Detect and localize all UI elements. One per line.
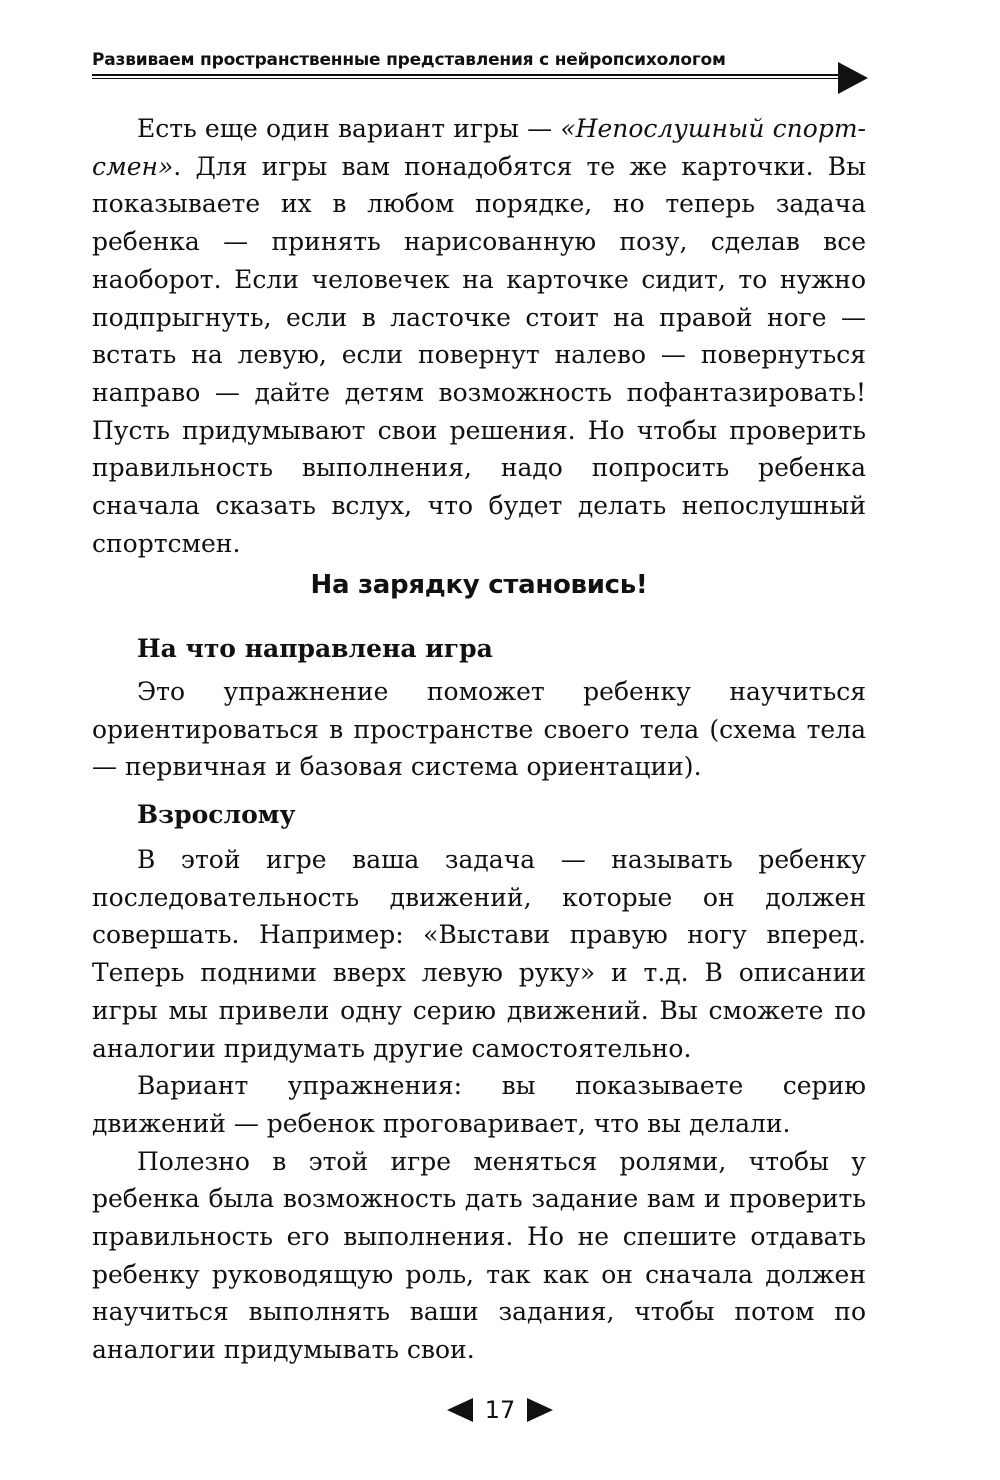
intro-block (92, 110, 866, 562)
adult-paragraph-2: Вариант упражнения: вы показываете серию движений — ребенок проговаривает, что вы делали. (92, 1071, 866, 1138)
aim-paragraph: Это упражнение поможет ребенку научиться ориентироваться в пространстве своего тела (схема тела — первичная и базовая система ориентации). (92, 677, 866, 782)
intro-paragraph (92, 110, 866, 562)
section-title: На зарядку становись! (310, 570, 648, 600)
running-header: Развиваем пространственные представления с нейропсихологом (92, 50, 726, 70)
intro-rest: . Для игры вам понадобятся те же карточки. Вы показываете их в любом порядке, но теперь задача ребенка — принять нарисованную позу, сделав все наоборот. Если человечек на карточке сидит, то нужно подпрыгнуть, если в ласточке стоит на правой ноге — встать на левую, если повернут налево — повернуться направо — дайте детям возможность пофантазировать! Пусть придумывают свои решения. Но чтобы проверить правильность выполнения, надо попросить ребенка сначала сказать вслух, что будет делать непослушный спортсмен. (92, 151, 866, 558)
intro-lead: Есть еще один вариант игры — (137, 114, 561, 143)
adult-heading: Взрослому (137, 800, 296, 829)
aim-heading: На что направлена игра (137, 634, 493, 663)
adult-block (92, 841, 866, 1369)
page-number: 17 (484, 1396, 516, 1424)
header-rule (92, 74, 842, 79)
adult-paragraph-1: В этой игре ваша задача — называть ребенку последовательность движений, которые он должен совершать. Например: «Выстави правую ногу вперед. Теперь подними вверх левую руку» и т.д. В описании игры мы привели одну серию движений. Вы сможете по аналогии придумать другие самостоятельно. (92, 845, 866, 1063)
page-footer (0, 1395, 1000, 1424)
aim-block (92, 673, 866, 786)
header-arrow-icon (838, 62, 868, 94)
next-arrow-icon (527, 1398, 553, 1422)
prev-arrow-icon (447, 1398, 473, 1422)
game-name: «Непослушный спорт-смен» (92, 114, 866, 181)
adult-paragraph-3: Полезно в этой игре меняться ролями, чтобы у ребенка была возможность дать задание вам и проверить правильность его выполнения. Но не спешите отдавать ребенку руководящую роль, так как он сначала должен научиться выполнять ваши задания, чтобы потом по аналогии придумывать свои. (92, 1146, 866, 1365)
